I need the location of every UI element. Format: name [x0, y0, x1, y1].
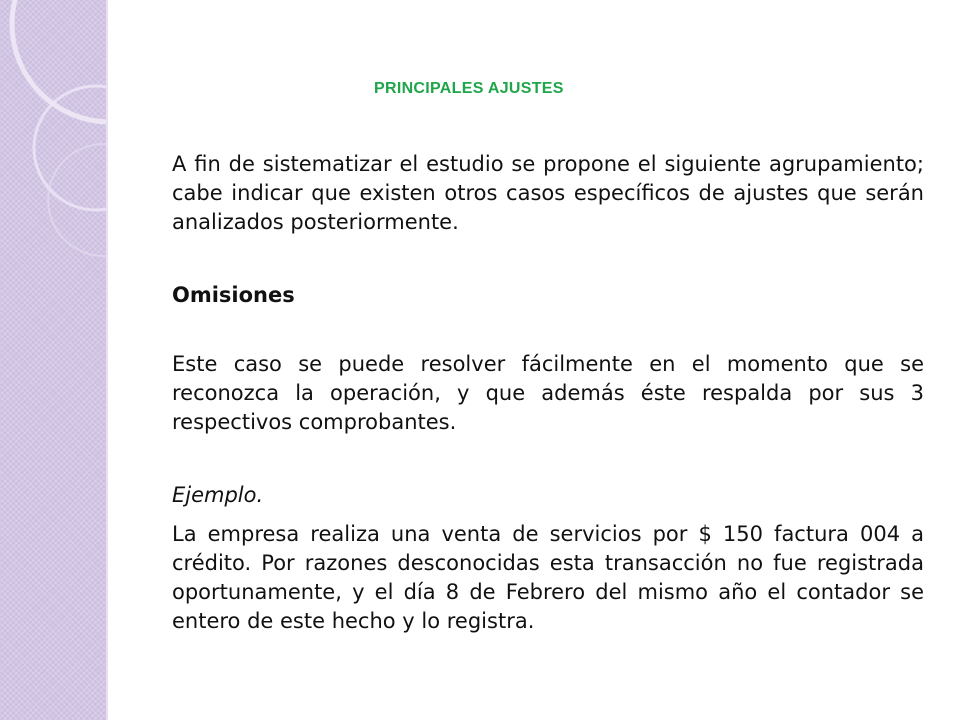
sidebar-circles-decoration [0, 0, 106, 720]
section-heading: Omisiones [172, 283, 295, 307]
sidebar-edge [106, 0, 108, 720]
intro-paragraph: A fin de sistematizar el estudio se propone el siguiente agrupamiento; cabe indicar que existen otros casos específicos de ajustes que serán analizados posteriormente. [172, 152, 924, 234]
example-paragraph: La empresa realiza una venta de servicios por $ 150 factura 004 a crédito. Por razones desconocidas esta transacción no fue registrada oportunamente, y el día 8 de Febrero del mismo año el contador se entero de este hecho y lo registra. [172, 522, 924, 633]
slide-title: PRINCIPALES AJUSTES [374, 80, 564, 97]
example-label: Ejemplo. [172, 483, 264, 507]
slide-body [172, 150, 924, 636]
decorative-sidebar [0, 0, 107, 720]
section-paragraph: Este caso se puede resolver fácilmente en el momento que se reconozca la operación, y que además éste respalda por sus 3 respectivos comprobantes. [172, 352, 924, 434]
